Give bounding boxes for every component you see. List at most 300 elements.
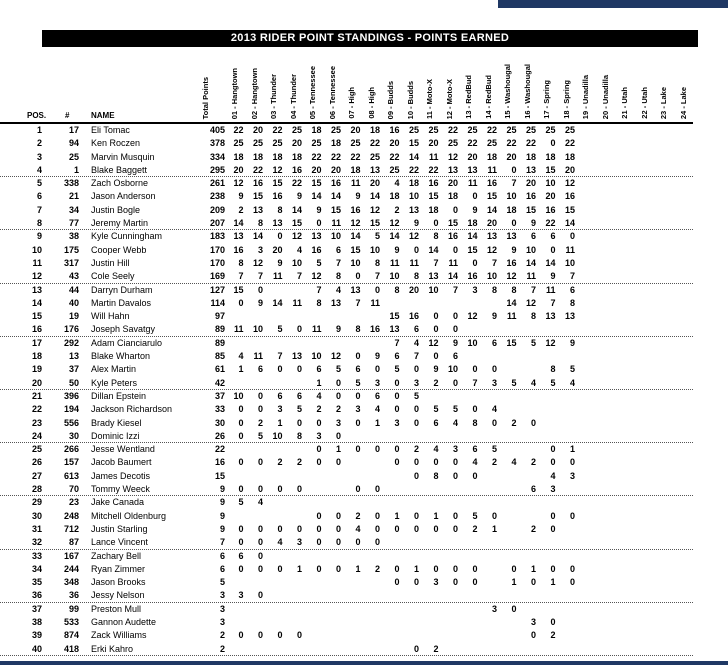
points-cell: 4 xyxy=(550,470,556,481)
points-cell: 7 xyxy=(277,351,283,362)
points-cell xyxy=(518,390,538,403)
rider-total-points: 9 xyxy=(219,484,225,495)
points-cell xyxy=(479,589,499,602)
points-cell: 0 xyxy=(374,284,380,295)
points-cell xyxy=(654,563,674,576)
rider-number: 94 xyxy=(68,138,79,149)
points-cell xyxy=(674,164,694,177)
points-cell: 3 xyxy=(394,417,400,428)
rider-position: 15 xyxy=(31,311,42,322)
points-cell xyxy=(615,523,635,536)
rider-number: 23 xyxy=(68,497,79,508)
points-cell xyxy=(654,523,674,536)
points-cell xyxy=(440,603,460,616)
points-cell: 0 xyxy=(530,577,536,588)
points-cell xyxy=(284,643,304,656)
points-cell xyxy=(264,576,284,589)
rider-name: Jessy Nelson xyxy=(91,590,145,601)
rider-number: 36 xyxy=(68,590,79,601)
rider-position: 34 xyxy=(31,563,42,574)
points-cell xyxy=(615,390,635,403)
points-cell: 0 xyxy=(394,404,400,415)
points-cell: 0 xyxy=(530,417,536,428)
points-cell xyxy=(635,337,655,350)
points-cell xyxy=(596,496,616,509)
points-cell: 9 xyxy=(472,204,478,215)
points-cell xyxy=(420,603,440,616)
points-cell xyxy=(323,589,343,602)
rider-total-points: 2 xyxy=(219,643,225,654)
points-cell xyxy=(479,550,499,563)
points-cell: 18 xyxy=(486,151,497,162)
points-cell: 3 xyxy=(296,537,302,548)
points-cell: 11 xyxy=(350,178,361,189)
points-cell: 22 xyxy=(545,218,556,229)
points-cell: 5 xyxy=(491,444,497,455)
points-cell xyxy=(635,456,655,469)
points-cell: 11 xyxy=(506,311,517,322)
points-cell: 0 xyxy=(472,257,478,268)
points-cell: 13 xyxy=(369,164,380,175)
points-cell: 10 xyxy=(291,257,302,268)
points-cell xyxy=(245,337,265,350)
points-cell xyxy=(518,536,538,549)
rider-name: Gannon Audette xyxy=(91,616,157,627)
rider-name: Blake Baggett xyxy=(91,164,148,175)
points-cell: 11 xyxy=(389,257,400,268)
points-cell xyxy=(596,284,616,297)
points-cell xyxy=(518,470,538,483)
points-cell xyxy=(635,510,655,523)
points-cell xyxy=(654,510,674,523)
points-cell: 11 xyxy=(448,257,458,268)
points-cell xyxy=(381,496,401,509)
points-cell xyxy=(362,310,382,323)
points-cell xyxy=(362,603,382,616)
points-cell: 22 xyxy=(369,138,380,149)
rider-name: Justin Starling xyxy=(91,523,148,534)
points-cell xyxy=(576,603,596,616)
points-cell: 0 xyxy=(355,271,361,282)
points-cell: 0 xyxy=(413,510,419,521)
points-cell: 5 xyxy=(355,377,361,388)
points-cell: 10 xyxy=(564,257,575,268)
points-cell: 10 xyxy=(330,231,341,242)
rider-name: Adam Cianciarulo xyxy=(91,337,163,348)
points-cell: 9 xyxy=(530,218,536,229)
points-cell xyxy=(654,124,674,137)
points-cell: 6 xyxy=(355,364,361,375)
points-cell xyxy=(303,576,323,589)
points-cell: 14 xyxy=(428,244,439,255)
points-cell xyxy=(440,643,460,656)
rider-number: 556 xyxy=(63,417,79,428)
points-cell: 20 xyxy=(369,178,380,189)
points-cell: 4 xyxy=(394,178,400,189)
points-cell: 15 xyxy=(389,311,400,322)
points-cell: 18 xyxy=(545,151,556,162)
points-cell xyxy=(654,323,674,336)
points-cell: 10 xyxy=(369,244,380,255)
points-cell: 14 xyxy=(330,191,341,202)
points-cell: 14 xyxy=(525,257,536,268)
points-cell: 12 xyxy=(564,178,575,189)
rider-name: Brady Kiesel xyxy=(91,417,142,428)
points-cell xyxy=(654,190,674,203)
points-cell: 6 xyxy=(335,244,341,255)
points-cell: 18 xyxy=(330,138,341,149)
rider-name: Will Hahn xyxy=(91,311,130,322)
rider-total-points: 16 xyxy=(214,457,225,468)
points-cell xyxy=(537,323,557,336)
points-cell: 0 xyxy=(355,351,361,362)
points-cell xyxy=(654,230,674,243)
points-cell xyxy=(264,337,284,350)
points-cell xyxy=(225,443,245,456)
rider-name: Preston Mull xyxy=(91,603,142,614)
points-cell: 0 xyxy=(238,457,244,468)
points-cell: 12 xyxy=(525,297,536,308)
rider-name: Cooper Webb xyxy=(91,244,147,255)
points-cell xyxy=(440,297,460,310)
points-cell xyxy=(323,337,343,350)
points-cell xyxy=(674,483,694,496)
points-cell xyxy=(576,377,596,390)
points-cell xyxy=(245,603,265,616)
points-cell: 0 xyxy=(238,484,244,495)
points-cell: 18 xyxy=(447,191,458,202)
points-cell: 13 xyxy=(311,231,322,242)
points-cell: 1 xyxy=(511,577,517,588)
points-cell xyxy=(537,496,557,509)
points-cell: 0 xyxy=(472,563,478,574)
points-cell xyxy=(654,576,674,589)
points-cell: 4 xyxy=(530,377,536,388)
points-cell: 4 xyxy=(355,523,361,534)
points-cell: 25 xyxy=(525,125,536,135)
points-cell: 2 xyxy=(257,417,263,428)
points-cell xyxy=(459,643,479,656)
points-cell: 15 xyxy=(311,178,322,189)
table-row xyxy=(0,164,693,177)
points-cell: 0 xyxy=(452,510,458,521)
rider-position: 35 xyxy=(31,577,42,588)
points-cell xyxy=(342,589,362,602)
points-cell xyxy=(342,576,362,589)
points-cell: 2 xyxy=(374,563,380,574)
points-cell xyxy=(284,603,304,616)
points-cell xyxy=(362,456,382,469)
points-cell: 14 xyxy=(447,271,458,282)
points-cell xyxy=(459,430,479,443)
points-cell xyxy=(557,430,577,443)
rider-total-points: 89 xyxy=(214,337,225,348)
points-cell xyxy=(596,643,616,656)
points-cell: 16 xyxy=(428,178,439,189)
points-cell: 4 xyxy=(257,497,263,508)
points-cell: 14 xyxy=(564,218,575,229)
points-cell xyxy=(479,616,499,629)
points-cell xyxy=(498,323,518,336)
points-cell xyxy=(342,603,362,616)
points-cell xyxy=(225,470,245,483)
points-cell xyxy=(323,576,343,589)
points-cell: 10 xyxy=(506,191,517,202)
points-cell: 1 xyxy=(491,523,497,534)
points-cell: 0 xyxy=(433,563,439,574)
points-cell xyxy=(674,151,694,164)
points-cell xyxy=(635,377,655,390)
points-cell xyxy=(264,470,284,483)
points-cell: 3 xyxy=(257,244,263,255)
points-cell xyxy=(518,403,538,416)
points-cell: 2 xyxy=(335,404,341,415)
points-cell xyxy=(596,403,616,416)
points-cell: 16 xyxy=(467,271,478,282)
points-cell: 20 xyxy=(428,138,439,149)
points-cell: 25 xyxy=(252,138,263,149)
points-cell: 7 xyxy=(316,284,322,295)
points-cell: 5 xyxy=(511,377,517,388)
points-cell xyxy=(596,456,616,469)
points-cell xyxy=(615,310,635,323)
points-cell: 0 xyxy=(335,523,341,534)
points-cell: 22 xyxy=(467,138,478,149)
points-cell xyxy=(674,576,694,589)
points-cell xyxy=(674,257,694,270)
points-cell xyxy=(459,550,479,563)
points-cell xyxy=(674,470,694,483)
points-cell: 15 xyxy=(545,164,556,175)
points-cell: 0 xyxy=(238,563,244,574)
rider-name: Marvin Musquin xyxy=(91,151,155,162)
points-cell: 7 xyxy=(413,351,419,362)
points-cell: 11 xyxy=(565,244,575,255)
points-cell xyxy=(245,510,265,523)
page-title: 2013 RIDER POINT STANDINGS - POINTS EARNED xyxy=(42,30,698,47)
points-cell xyxy=(225,576,245,589)
points-cell: 22 xyxy=(233,125,244,135)
points-cell: 20 xyxy=(467,151,478,162)
points-cell xyxy=(674,616,694,629)
points-cell xyxy=(576,456,596,469)
points-cell: 0 xyxy=(296,417,302,428)
points-cell: 8 xyxy=(569,297,575,308)
points-cell xyxy=(537,430,557,443)
rider-total-points: 3 xyxy=(219,603,225,614)
points-cell: 22 xyxy=(447,125,458,135)
points-cell xyxy=(440,616,460,629)
points-cell: 6 xyxy=(374,390,380,401)
points-cell xyxy=(440,536,460,549)
points-cell: 9 xyxy=(413,218,419,229)
points-cell: 20 xyxy=(272,244,283,255)
points-cell: 8 xyxy=(491,284,497,295)
points-cell: 0 xyxy=(316,444,322,455)
points-cell: 0 xyxy=(257,523,263,534)
points-cell xyxy=(596,417,616,430)
rider-number: 25 xyxy=(68,151,79,162)
points-cell: 12 xyxy=(408,231,419,242)
rider-name: Justin Bogle xyxy=(91,204,141,215)
points-cell xyxy=(498,523,518,536)
points-cell xyxy=(264,310,284,323)
points-cell xyxy=(557,523,577,536)
points-cell xyxy=(635,430,655,443)
points-cell: 0 xyxy=(355,417,361,428)
points-cell xyxy=(596,310,616,323)
points-cell: 13 xyxy=(564,311,575,322)
points-cell: 0 xyxy=(452,324,458,335)
points-cell: 18 xyxy=(506,204,517,215)
points-cell: 3 xyxy=(491,377,497,388)
points-cell: 0 xyxy=(355,537,361,548)
rider-total-points: 30 xyxy=(214,417,225,428)
header-race-column: 20 - Unadilla xyxy=(600,74,610,119)
points-cell: 0 xyxy=(413,523,419,534)
points-cell xyxy=(615,443,635,456)
points-cell xyxy=(596,190,616,203)
points-cell: 13 xyxy=(545,311,556,322)
points-cell xyxy=(498,589,518,602)
header-race-column: 06 - Tennessee xyxy=(327,65,337,119)
table-row xyxy=(0,204,693,217)
points-cell xyxy=(245,470,265,483)
points-cell xyxy=(635,230,655,243)
points-cell: 0 xyxy=(433,311,439,322)
points-cell: 0 xyxy=(316,510,322,521)
points-cell xyxy=(596,443,616,456)
points-cell xyxy=(576,244,596,257)
points-cell xyxy=(596,177,616,190)
rider-position: 10 xyxy=(31,244,42,255)
points-cell: 1 xyxy=(335,444,341,455)
points-cell xyxy=(674,323,694,336)
points-cell: 14 xyxy=(389,231,400,242)
points-cell: 7 xyxy=(335,257,341,268)
points-cell xyxy=(557,643,577,656)
points-cell: 12 xyxy=(486,244,497,255)
points-cell: 9 xyxy=(394,244,400,255)
points-cell xyxy=(576,430,596,443)
points-cell xyxy=(635,470,655,483)
points-cell xyxy=(674,510,694,523)
points-cell: 7 xyxy=(550,297,556,308)
points-cell xyxy=(674,523,694,536)
points-cell xyxy=(615,603,635,616)
rider-position: 4 xyxy=(36,164,42,175)
points-cell xyxy=(674,217,694,230)
points-cell xyxy=(654,257,674,270)
rider-number: 34 xyxy=(68,204,79,215)
points-cell: 5 xyxy=(335,364,341,375)
rider-number: 396 xyxy=(63,390,79,401)
points-cell: 2 xyxy=(277,457,283,468)
points-cell: 16 xyxy=(311,244,322,255)
points-cell xyxy=(576,510,596,523)
points-cell xyxy=(362,470,382,483)
header-race-column: 07 - High xyxy=(347,87,357,119)
points-cell: 25 xyxy=(233,138,244,149)
points-cell: 9 xyxy=(257,297,263,308)
points-cell: 25 xyxy=(467,125,478,135)
points-cell: 0 xyxy=(238,297,244,308)
points-cell xyxy=(245,616,265,629)
points-cell: 7 xyxy=(394,337,400,348)
points-cell xyxy=(674,377,694,390)
rider-name: Tommy Weeck xyxy=(91,484,150,495)
points-cell xyxy=(401,483,421,496)
points-cell: 6 xyxy=(413,324,419,335)
points-cell: 0 xyxy=(335,537,341,548)
header-race-column: 22 - Utah xyxy=(639,87,649,119)
rider-total-points: 378 xyxy=(209,138,225,149)
points-cell: 0 xyxy=(277,364,283,375)
points-cell: 7 xyxy=(472,377,478,388)
rider-total-points: 3 xyxy=(219,590,225,601)
points-cell: 8 xyxy=(472,417,478,428)
points-cell xyxy=(537,390,557,403)
points-cell xyxy=(459,616,479,629)
points-cell xyxy=(420,430,440,443)
rider-name: Zachary Bell xyxy=(91,550,142,561)
header-race-column: 09 - Budds xyxy=(386,80,396,119)
points-cell xyxy=(303,643,323,656)
points-cell: 4 xyxy=(452,417,458,428)
points-cell: 0 xyxy=(472,404,478,415)
points-cell xyxy=(498,643,518,656)
points-cell xyxy=(596,244,616,257)
points-cell xyxy=(654,151,674,164)
points-cell xyxy=(498,496,518,509)
points-cell xyxy=(303,337,323,350)
points-cell xyxy=(479,643,499,656)
points-cell xyxy=(635,204,655,217)
points-cell xyxy=(381,629,401,642)
points-cell xyxy=(225,377,245,390)
points-cell: 16 xyxy=(350,204,361,215)
points-cell: 6 xyxy=(394,351,400,362)
points-cell xyxy=(674,430,694,443)
points-cell xyxy=(596,629,616,642)
points-cell: 14 xyxy=(545,257,556,268)
rider-total-points: 26 xyxy=(214,430,225,441)
points-cell xyxy=(381,430,401,443)
points-cell xyxy=(635,284,655,297)
points-cell xyxy=(342,643,362,656)
points-cell: 1 xyxy=(530,563,536,574)
points-cell: 18 xyxy=(389,191,400,202)
points-cell: 0 xyxy=(452,470,458,481)
points-cell: 0 xyxy=(472,577,478,588)
rider-number: 87 xyxy=(68,537,79,548)
points-cell: 0 xyxy=(413,417,419,428)
points-cell xyxy=(381,603,401,616)
points-cell xyxy=(362,550,382,563)
points-cell xyxy=(420,390,440,403)
points-cell: 0 xyxy=(238,537,244,548)
points-cell xyxy=(674,297,694,310)
points-cell xyxy=(323,310,343,323)
points-cell xyxy=(674,603,694,616)
points-cell xyxy=(635,244,655,257)
table-row xyxy=(0,470,693,483)
points-cell xyxy=(303,470,323,483)
points-cell: 1 xyxy=(433,510,439,521)
points-cell: 11 xyxy=(409,257,419,268)
points-cell xyxy=(459,536,479,549)
points-cell xyxy=(654,390,674,403)
